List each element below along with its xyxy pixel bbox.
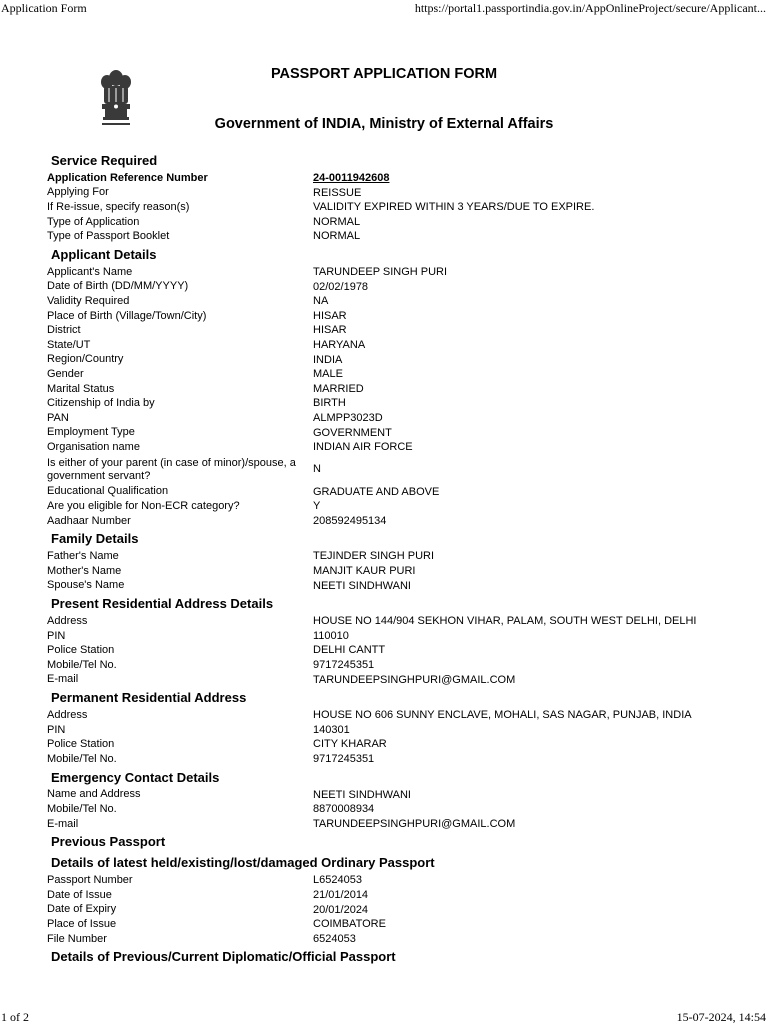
section-heading-emergency: Emergency Contact Details (51, 769, 220, 785)
field-row (47, 229, 747, 244)
field-value: HISAR (313, 324, 347, 337)
field-value: 20/01/2024 (313, 903, 369, 916)
field-label: Mobile/Tel No. (47, 802, 117, 815)
field-value: 9717245351 (313, 659, 375, 672)
field-row (47, 426, 747, 441)
field-label: PIN (47, 629, 66, 642)
field-value: INDIA (313, 353, 343, 366)
field-row (47, 215, 747, 230)
field-row (47, 658, 747, 673)
field-value: 110010 (313, 629, 349, 642)
field-value: COIMBATORE (313, 918, 386, 931)
field-row (47, 171, 747, 186)
field-row (47, 737, 747, 752)
field-row (47, 280, 747, 295)
field-value: TARUNDEEPSINGHPURI@GMAIL.COM (313, 817, 516, 830)
field-row (47, 294, 747, 309)
field-value: L6524053 (313, 874, 362, 887)
field-value: HARYANA (313, 338, 366, 351)
field-label: Type of Application (47, 215, 140, 228)
field-label: Date of Birth (DD/MM/YYYY) (47, 280, 189, 293)
field-row (47, 903, 747, 918)
field-value: GRADUATE AND ABOVE (313, 485, 440, 498)
field-value: NEETI SINDHWANI (313, 788, 411, 801)
field-value: NORMAL (313, 215, 361, 228)
field-label: Educational Qualification (47, 485, 169, 498)
field-value: DELHI CANTT (313, 644, 386, 657)
print-header (0, 0, 768, 16)
field-row (47, 499, 747, 514)
field-label: PAN (47, 411, 69, 424)
field-value: MANJIT KAUR PURI (313, 565, 416, 578)
field-row (47, 708, 747, 723)
field-value: VALIDITY EXPIRED WITHIN 3 YEARS/DUE TO EXPIRE. (313, 201, 595, 214)
field-row (47, 788, 747, 803)
print-datetime: 15-07-2024, 14:54 (676, 1010, 766, 1024)
field-row (47, 309, 747, 324)
field-row (47, 802, 747, 817)
field-row (47, 579, 747, 594)
field-value: N (313, 463, 321, 476)
field-row (47, 367, 747, 382)
field-label: Place of Birth (Village/Town/City) (47, 309, 207, 322)
field-value: NORMAL (313, 230, 361, 243)
field-label: Gender (47, 367, 84, 380)
field-value: BIRTH (313, 397, 346, 410)
field-label: Passport Number (47, 874, 133, 887)
field-value: Y (313, 500, 321, 513)
field-value: NEETI SINDHWANI (313, 579, 411, 592)
field-label: Validity Required (47, 294, 130, 307)
field-value: MALE (313, 368, 343, 381)
field-row (47, 411, 747, 426)
field-value: HOUSE NO 606 SUNNY ENCLAVE, MOHALI, SAS NAGAR, PUNJAB, INDIA (313, 709, 692, 722)
field-label: Mobile/Tel No. (47, 658, 117, 671)
form-body (47, 150, 747, 967)
field-label: E-mail (47, 817, 79, 830)
field-row (47, 382, 747, 397)
field-label: Spouse's Name (47, 579, 125, 592)
field-row (47, 817, 747, 832)
section-heading-diplomatic-passport: Details of Previous/Current Diplomatic/Official Passport (51, 949, 396, 965)
field-label: Place of Issue (47, 917, 117, 930)
field-label: PIN (47, 723, 66, 736)
field-label: Is either of your parent (in case of minor)/spouse, a government servant? (47, 456, 296, 482)
field-label: Marital Status (47, 382, 115, 395)
field-value: 6524053 (313, 932, 356, 945)
field-label: Police Station (47, 738, 115, 751)
field-value: 208592495134 (313, 514, 387, 527)
field-row (47, 752, 747, 767)
field-value: TARUNDEEP SINGH PURI (313, 265, 448, 278)
field-label: Aadhaar Number (47, 514, 131, 527)
page-number: 1 of 2 (1, 1010, 29, 1024)
field-label: Mobile/Tel No. (47, 752, 117, 765)
field-value: ALMPP3023D (313, 411, 383, 424)
field-label: Police Station (47, 644, 115, 657)
field-label: Applying For (47, 186, 109, 199)
field-value: GOVERNMENT (313, 426, 392, 439)
field-label: Application Reference Number (47, 171, 208, 184)
field-label: Applicant's Name (47, 265, 133, 278)
field-row (47, 673, 747, 688)
print-header-title: Application Form (1, 1, 87, 15)
field-row (47, 338, 747, 353)
field-value: TEJINDER SINGH PURI (313, 550, 435, 563)
field-row (47, 723, 747, 738)
field-row (47, 888, 747, 903)
field-row (47, 353, 747, 368)
form-title: PASSPORT APPLICATION FORM (270, 66, 498, 82)
field-label: Are you eligible for Non-ECR category? (47, 500, 240, 513)
field-value: CITY KHARAR (313, 738, 387, 751)
field-value: INDIAN AIR FORCE (313, 441, 413, 454)
field-row (47, 564, 747, 579)
field-value: REISSUE (313, 186, 362, 199)
section-heading-family: Family Details (51, 531, 139, 547)
field-label: E-mail (47, 673, 79, 686)
field-label: State/UT (47, 338, 91, 351)
section-heading-applicant: Applicant Details (51, 246, 157, 262)
field-row (47, 455, 747, 485)
section-heading-service: Service Required (51, 153, 158, 168)
print-header-url: https://portal1.passportindia.gov.in/AppOnlineProject/secure/Applicant... (414, 1, 766, 15)
field-row (47, 932, 747, 947)
field-label: Citizenship of India by (47, 397, 155, 410)
field-label: Father's Name (47, 550, 119, 563)
field-row (47, 917, 747, 932)
field-label: Mother's Name (47, 564, 122, 577)
field-row (47, 614, 747, 629)
field-label: Region/Country (47, 353, 124, 366)
field-label: Employment Type (47, 426, 135, 439)
field-value: NA (313, 295, 329, 308)
field-value: 24-0011942608 (313, 172, 390, 184)
field-label: Date of Issue (47, 888, 112, 901)
field-row (47, 265, 747, 280)
field-value: 02/02/1978 (313, 280, 369, 293)
field-value: 140301 (313, 723, 350, 736)
field-label: Organisation name (47, 440, 140, 453)
field-value: TARUNDEEPSINGHPURI@GMAIL.COM (313, 673, 516, 686)
field-label: Date of Expiry (47, 903, 117, 916)
field-label: Type of Passport Booklet (47, 230, 170, 243)
field-label: Address (47, 615, 88, 628)
field-label: District (47, 324, 81, 337)
print-footer (0, 1010, 768, 1024)
field-value: HISAR (313, 309, 347, 322)
section-heading-present-address: Present Residential Address Details (51, 596, 274, 612)
field-row (47, 186, 747, 201)
field-row (47, 549, 747, 564)
field-value: 21/01/2014 (313, 888, 369, 901)
field-row (47, 396, 747, 411)
field-row (47, 440, 747, 455)
field-value: HOUSE NO 144/904 SEKHON VIHAR, PALAM, SOUTH WEST DELHI, DELHI (313, 615, 697, 628)
field-label: If Re-issue, specify reason(s) (47, 200, 190, 213)
field-value: 8870008934 (313, 803, 375, 816)
field-row (47, 485, 747, 500)
field-value: MARRIED (313, 382, 364, 395)
section-heading-permanent-address: Permanent Residential Address (51, 690, 247, 706)
field-value: 9717245351 (313, 753, 375, 765)
field-label: Name and Address (47, 788, 141, 801)
field-row (47, 629, 747, 644)
field-label: File Number (47, 932, 107, 945)
field-row (47, 323, 747, 338)
section-heading-previous-passport: Previous Passport (51, 834, 166, 850)
section-heading-ordinary-passport: Details of latest held/existing/lost/damaged Ordinary Passport (51, 855, 435, 871)
field-row (47, 873, 747, 888)
field-label: Address (47, 709, 88, 722)
field-row (47, 200, 747, 215)
field-row (47, 643, 747, 658)
form-subtitle: Government of INDIA, Ministry of External Affairs (214, 116, 554, 132)
field-row (47, 514, 747, 529)
